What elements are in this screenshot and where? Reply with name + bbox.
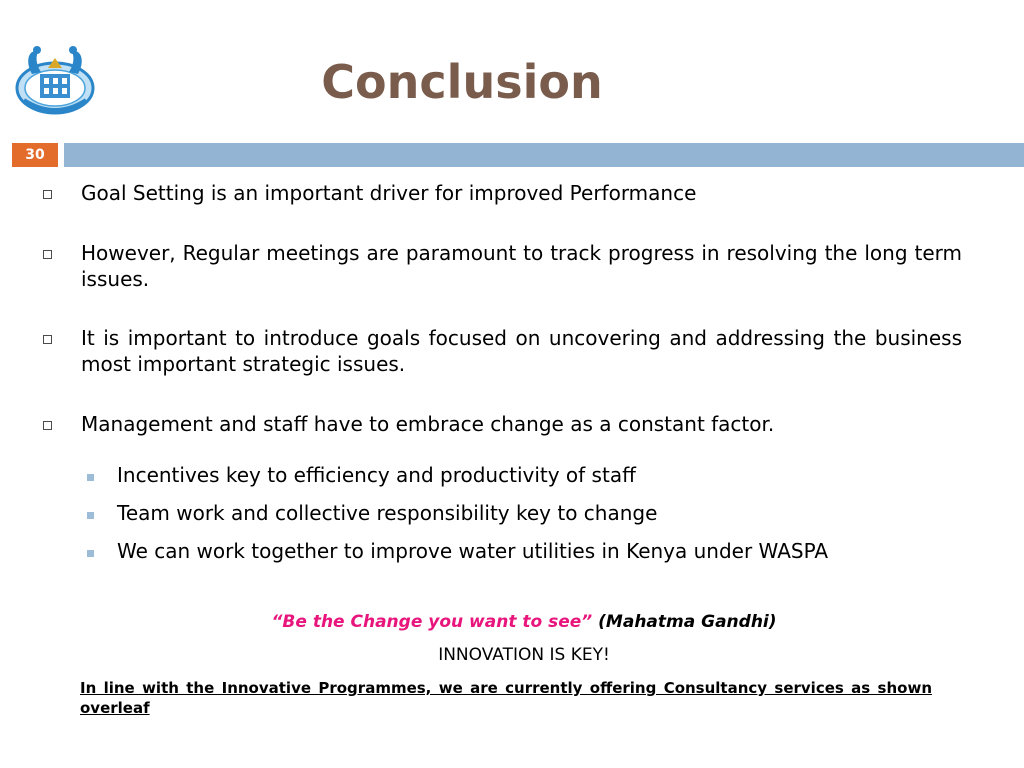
bullet-item	[40, 411, 962, 437]
quote-author: (Mahatma Gandhi)	[598, 612, 777, 632]
sub-bullet-list	[85, 462, 965, 576]
hollow-square-bullet-icon	[43, 421, 52, 430]
sub-bullet-text: We can work together to improve water utilities in Kenya under WASPA	[117, 539, 829, 563]
bullet-item	[40, 180, 962, 206]
consultancy-offer-note: In line with the Innovative Programmes, we are currently offering Consultancy services as shown overleaf	[80, 679, 932, 717]
filled-square-bullet-icon	[87, 474, 94, 481]
hollow-square-bullet-icon	[43, 190, 52, 199]
page-number-badge: 30	[12, 143, 58, 167]
slide-title: Conclusion	[321, 55, 603, 109]
bullet-text: Goal Setting is an important driver for improved Performance	[81, 181, 697, 205]
filled-square-bullet-icon	[87, 512, 94, 519]
sub-bullet-item	[85, 462, 965, 488]
quote-text: “Be the Change you want to see”	[271, 612, 593, 632]
sub-bullet-item	[85, 538, 965, 564]
gandhi-quote	[0, 610, 1024, 634]
title-divider-bar	[64, 143, 1024, 167]
sub-bullet-text: Incentives key to efficiency and productivity of staff	[117, 463, 636, 487]
bullet-text: It is important to introduce goals focused on uncovering and addressing the business most important strategic issues.	[81, 326, 962, 376]
bullet-item	[40, 325, 962, 377]
hollow-square-bullet-icon	[43, 250, 52, 259]
sub-bullet-text: Team work and collective responsibility key to change	[117, 501, 658, 525]
main-bullet-list	[40, 180, 962, 437]
bullet-text: However, Regular meetings are paramount to track progress in resolving the long term issues.	[81, 241, 962, 291]
hollow-square-bullet-icon	[43, 335, 52, 344]
sub-bullet-item	[85, 500, 965, 526]
innovation-statement: INNOVATION IS KEY!	[438, 645, 610, 665]
filled-square-bullet-icon	[87, 550, 94, 557]
bullet-text: Management and staff have to embrace change as a constant factor.	[81, 412, 775, 436]
bullet-item	[40, 240, 962, 292]
